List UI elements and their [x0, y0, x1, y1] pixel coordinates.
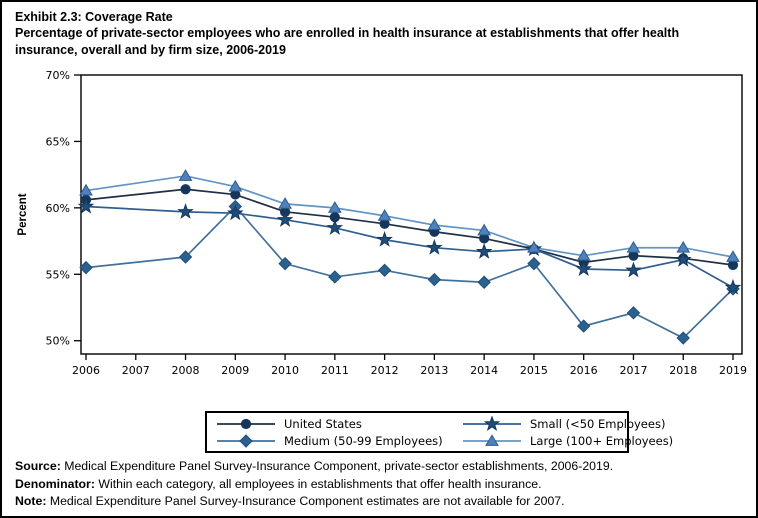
- y-tick-label: 70%: [45, 69, 70, 82]
- legend-entry-large-100-employees: [463, 433, 673, 449]
- note-label: Note:: [15, 494, 47, 508]
- marker-medium-50-99-employees: [379, 264, 391, 276]
- legend-label: Medium (50-99 Employees): [284, 433, 443, 448]
- star-marker: [485, 416, 499, 429]
- x-tick-label: 2018: [669, 364, 698, 377]
- x-tick-label: 2007: [121, 364, 150, 377]
- marker-small-50-employees: [477, 245, 491, 258]
- x-tick-label: 2009: [221, 364, 250, 377]
- x-tick-label: 2019: [719, 364, 747, 377]
- denominator-note: [15, 476, 755, 494]
- coverage-rate-line-chart: [2, 62, 758, 392]
- exhibit-subtitle: Percentage of private-sector employees who are enrolled in health insurance at establishments that offer health insurance, overall and by firm size, 2006-2019: [15, 26, 680, 57]
- x-tick-label: 2014: [470, 364, 499, 377]
- y-tick-label: 65%: [45, 135, 70, 149]
- x-tick-label: 2012: [370, 364, 399, 377]
- marker-medium-50-99-employees: [80, 262, 92, 274]
- marker-small-50-employees: [179, 205, 193, 218]
- legend-label: Large (100+ Employees): [530, 433, 674, 448]
- chart-title-block: [15, 9, 745, 58]
- note-text: Medical Expenditure Panel Survey-Insurance Component estimates are not available for 2007.: [46, 494, 565, 508]
- star-marker-icon: [463, 416, 521, 432]
- chart-legend: [205, 411, 674, 453]
- source-note: [15, 458, 755, 476]
- y-tick-label: 50%: [45, 334, 70, 348]
- y-tick-label: 60%: [45, 201, 70, 215]
- marker-medium-50-99-employees: [428, 274, 440, 286]
- legend-entry-medium-50-99-employees: [217, 433, 463, 449]
- x-tick-label: 2017: [619, 364, 648, 377]
- x-tick-label: 2008: [171, 364, 200, 377]
- exhibit-title: Exhibit 2.3: Coverage Rate: [15, 10, 173, 24]
- source-label: Source:: [15, 459, 61, 473]
- source-text: Medical Expenditure Panel Survey-Insurance Component, private-sector establishments, 2006-2019.: [60, 459, 614, 473]
- marker-small-50-employees: [378, 233, 392, 246]
- x-tick-label: 2010: [271, 364, 300, 377]
- marker-small-50-employees: [328, 221, 342, 234]
- x-tick-label: 2013: [420, 364, 449, 377]
- plot-frame: [81, 75, 742, 354]
- y-axis-label: Percent: [17, 193, 29, 236]
- marker-small-50-employees: [278, 213, 292, 226]
- denominator-label: Denominator:: [15, 476, 95, 491]
- marker-medium-50-99-employees: [627, 307, 639, 319]
- marker-large-100-employees: [180, 170, 192, 180]
- x-tick-label: 2006: [72, 364, 100, 377]
- marker-medium-50-99-employees: [478, 276, 490, 288]
- marker-medium-50-99-employees: [329, 271, 341, 283]
- x-tick-label: 2011: [320, 364, 349, 377]
- triangle-marker-icon: [463, 433, 521, 449]
- denominator-text: Within each category, all employees in establishments that offer health insurance.: [94, 476, 542, 491]
- legend-label: Small (<50 Employees): [530, 416, 666, 431]
- x-tick-label: 2015: [519, 364, 548, 377]
- circle-marker: [241, 419, 250, 428]
- x-tick-label: 2016: [569, 364, 598, 377]
- legend-entry-small-50-employees: [463, 416, 673, 432]
- marker-small-50-employees: [676, 252, 690, 265]
- marker-united-states: [181, 185, 190, 194]
- diamond-marker: [240, 435, 252, 447]
- legend-label: United States: [284, 416, 362, 431]
- diamond-marker-icon: [217, 433, 275, 449]
- marker-small-50-employees: [627, 263, 641, 276]
- legend-entry-united-states: [217, 416, 463, 432]
- marker-small-50-employees: [428, 241, 442, 254]
- y-tick-label: 55%: [45, 268, 70, 282]
- circle-marker-icon: [217, 416, 275, 432]
- footer-notes: [15, 458, 755, 511]
- availability-note: [15, 493, 755, 511]
